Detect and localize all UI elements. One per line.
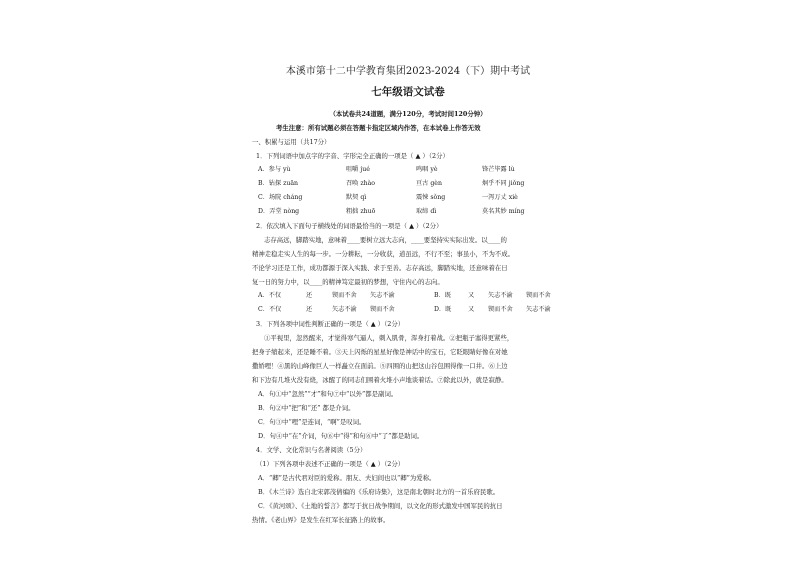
option-cell: 锲而不舍 [370, 306, 395, 313]
question-2-stem: 2．依次填入下面句子横线处的词语最恰当的一项是（ ▲ ）（2分） [256, 222, 443, 230]
option-line: C．《黄河颂》、《土地的誓言》都写于抗日战争期间，以文化的形式激发中国军民的抗日 [258, 502, 503, 510]
option-cell: 还 [306, 306, 313, 313]
option-cell: 默契 qì [346, 194, 367, 201]
option-cell: 矢志不渝 [332, 306, 357, 313]
option-cell: D．既 [434, 306, 452, 313]
option-cell: 咀嚼 jué [346, 166, 370, 173]
exam-subtitle: 七年级语文试卷 [371, 86, 445, 98]
option-cell: 又 [468, 306, 475, 313]
option-cell: 震悚 sǒng [416, 194, 446, 201]
option-line: 热情。《老山界》是发生在红军长征路上的故事。 [252, 516, 390, 524]
exam-info: （本试卷共24道题，满分120分，考试时间120分钟） [329, 110, 487, 118]
passage-line: 精神走稳走实人生的每一步。一分耕耘，一分收获，道虽远，不行不至；事虽小，不为不成。 [252, 250, 515, 258]
option-cell: A．不仅 [258, 292, 282, 299]
option-cell: 锲而不舍 [332, 292, 357, 299]
option-cell: B．钻探 zuān [258, 180, 298, 187]
option-cell: 取缔 dì [416, 208, 437, 215]
question-4-heading: 4．文学、文化常识与名著阅读（5分） [256, 446, 367, 454]
option-cell: 锋芒毕露 lù [482, 166, 515, 173]
passage-line: 和下边有几堆火没有烧，冰醒了的同志们围着火堆小声地谈着话。⑦除此以外，就是寂静。 [252, 376, 508, 384]
exam-title: 本溪市第十二中学教育集团2023-2024（下）期中考试 [285, 66, 531, 77]
section-heading: 一、积累与运用（共17分） [252, 138, 331, 146]
exam-notice: 考生注意：所有试题必须在答题卡指定区域内作答，在本试卷上作答无效 [276, 124, 481, 132]
passage-line: 撒娇哩！④黑的山峰像巨人一样矗立在面前。⑤四围的山把这山谷包围得像一口井。⑥上边 [252, 362, 508, 370]
passage-line: 把身子缩起来，还是睡不着。③天上闪烁的星星好像是神话中的宝石，它眨眼睛好像在对她 [252, 348, 508, 356]
option-cell: 矢志不渝 [526, 306, 551, 313]
question-4-sub: （1）下列各项中表述不正确的一项是（ ▲ ）（2分） [256, 460, 405, 468]
passage-line: 不论学习还是工作，成功都源于深入实践、求于至善。志存高远，脚踏实地，还意味着在日 [252, 264, 508, 272]
option-cell: C．场院 cháng [258, 194, 303, 201]
option-line: C．句③中“哩”是连词，“啊”是叹词。 [258, 418, 366, 426]
option-cell: 召唤 zhào [346, 180, 376, 187]
option-cell: 锲而不舍 [488, 306, 513, 313]
option-cell: 锲而不舍 [526, 292, 551, 299]
option-cell: D．弄堂 nòng [258, 208, 300, 215]
option-cell: 粗拙 zhuō [346, 208, 376, 215]
option-cell: 亘古 gèn [416, 180, 442, 187]
option-cell: 莫名其妙 míng [482, 208, 525, 215]
question-3-stem: 3．下列各项中词性判断正确的一项是（ ▲ ）（2分） [256, 320, 405, 328]
passage-line: ①平视里，忽然醒来，才觉得寒气逼人，刺入肌骨，浑身打着战。②把瓶子塞得更紧些， [264, 334, 514, 342]
option-line: A．“卿”是古代君对臣的爱称。朋友、夫妇间也以“卿”为爱称。 [258, 474, 436, 482]
option-cell: C．不仅 [258, 306, 282, 313]
option-cell: 矢志不渝 [488, 292, 513, 299]
option-line: B．《木兰诗》选自北宋郭茂倩编的《乐府诗集》，这是南北朝时北方的一首乐府民歌。 [258, 488, 500, 496]
passage-line: 志存高远，脚踏实地，意味着____要树立远大志向，____要坚持实实际出发。以____的 [264, 236, 507, 244]
option-line: B．句②中“把”和“还” 都是介词。 [258, 404, 355, 412]
option-cell: 还 [306, 292, 313, 299]
option-cell: 矢志不渝 [370, 292, 395, 299]
option-line: A．句①中“忽然”“才”和句⑦中“以外”都是副词。 [258, 390, 398, 398]
option-line: D．句④中“在”介词，句⑥中“得”和句⑥中“了”都是助词。 [258, 432, 424, 440]
passage-line: 复一日的努力中，以____的精神笃定最初的梦想，守住内心的志向。 [252, 278, 444, 286]
option-cell: 又 [468, 292, 475, 299]
option-cell: 一泻万丈 xiè [482, 194, 518, 201]
option-cell: 鸣咽 yè [416, 166, 438, 173]
option-cell: B．既 [434, 292, 451, 299]
option-cell: 炯乎不同 jiǒng [482, 180, 525, 187]
question-1-stem: 1．下列词语中加点字的字音、字形完全正确的一项是（ ▲ ）（2分） [256, 152, 449, 160]
option-cell: A．参与 yù [258, 166, 291, 173]
exam-content [252, 0, 564, 561]
